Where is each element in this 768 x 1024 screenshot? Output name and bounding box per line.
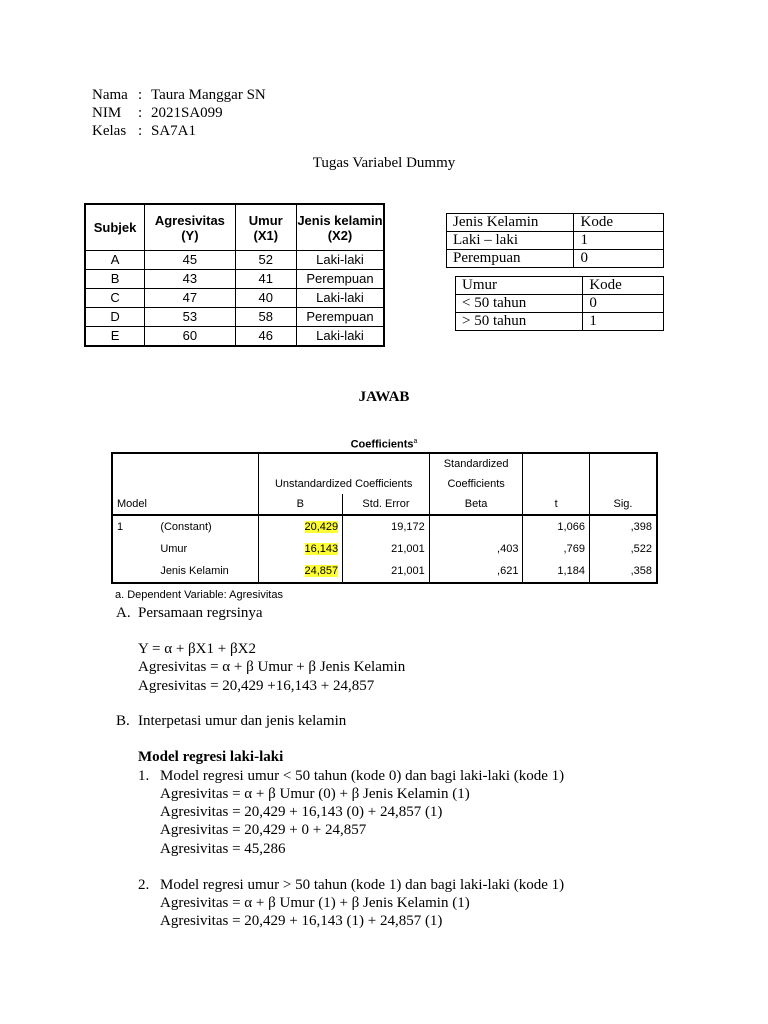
coefficients-footnote: a. Dependent Variable: Agresivitas [115, 589, 283, 601]
identity-sep: : [138, 87, 143, 103]
header-b: B [258, 494, 343, 515]
predictor-name: Jenis Kelamin [156, 560, 258, 583]
section-b-label: B. [116, 713, 130, 729]
table-cell: 1 [583, 313, 664, 331]
table-cell: Laki – laki [447, 232, 574, 250]
table-cell: E [85, 327, 145, 347]
column-header: Subjek [85, 204, 145, 251]
table-row [456, 313, 664, 331]
table-row [85, 308, 384, 327]
item-line: Agresivitas = α + β Umur (1) + β Jenis Kelamin (1) [160, 895, 470, 911]
model-number [112, 538, 156, 560]
age-code-table [455, 276, 664, 331]
table-row [112, 515, 657, 538]
table-cell: 46 [235, 327, 296, 347]
identity-nim-row [92, 104, 223, 122]
coef-std-error: 19,172 [343, 515, 430, 538]
table-cell: Kode [583, 277, 664, 295]
table-cell: 40 [235, 289, 296, 308]
table-row [85, 270, 384, 289]
section-b-title: Interpetasi umur dan jenis kelamin [138, 713, 347, 729]
coefficients-table [111, 452, 658, 584]
table-row [447, 250, 664, 268]
table-cell: 52 [235, 251, 296, 270]
coef-sig: ,522 [630, 543, 652, 555]
header-coefficients: Coefficients [429, 474, 523, 494]
table-cell: 43 [145, 270, 236, 289]
predictor-name: (Constant) [156, 515, 258, 538]
header-row-bottom [112, 494, 657, 515]
coef-t: ,769 [523, 538, 589, 560]
table-row [112, 538, 657, 560]
item-line: Agresivitas = 20,429 + 0 + 24,857 [160, 822, 367, 838]
document-title: Tugas Variabel Dummy [312, 155, 456, 171]
table-cell: 60 [145, 327, 236, 347]
table-row [447, 232, 664, 250]
table-cell: Laki-laki [296, 289, 384, 308]
table-cell: < 50 tahun [456, 295, 583, 313]
table-row [456, 277, 664, 295]
predictor-name: Umur [156, 538, 258, 560]
coef-t: 1,184 [523, 560, 589, 583]
header-std-error: Std. Error [343, 494, 430, 515]
coef-std-error: 21,001 [343, 560, 430, 583]
section-b-subheading: Model regresi laki-laki [138, 749, 284, 765]
answer-heading: JAWAB [358, 389, 410, 405]
header-beta: Beta [429, 494, 523, 515]
coef-beta: ,621 [429, 560, 523, 583]
data-table [84, 203, 385, 347]
gender-code-table [446, 213, 664, 268]
item-text: Model regresi umur > 50 tahun (kode 1) dan bagi laki-laki (kode 1) [160, 877, 565, 893]
header-row-top [112, 453, 657, 474]
table-row [85, 327, 384, 347]
table-cell: 41 [235, 270, 296, 289]
equation-line: Y = α + βX1 + βX2 [138, 641, 256, 657]
table-cell: 0 [583, 295, 664, 313]
identity-key: NIM [92, 105, 122, 121]
coef-std-error: 21,001 [343, 538, 430, 560]
table-cell: Umur [456, 277, 583, 295]
table-cell: Kode [574, 214, 664, 232]
item-line: Agresivitas = α + β Umur (0) + β Jenis Kelamin (1) [160, 786, 470, 802]
table-cell: Perempuan [447, 250, 574, 268]
table-row [85, 251, 384, 270]
model-number: 1 [117, 521, 124, 533]
coef-beta [429, 515, 523, 538]
column-header: Umur (X1) [235, 204, 296, 251]
table-cell: 58 [235, 308, 296, 327]
table-cell: Perempuan [296, 308, 384, 327]
column-header: Agresivitas (Y) [145, 204, 236, 251]
identity-value: SA7A1 [151, 123, 197, 139]
table-cell: B [85, 270, 145, 289]
header-standardized: Standardized [429, 453, 523, 474]
coefficients-title-text: Coefficients [350, 438, 414, 451]
item-number: 1. [138, 768, 150, 784]
table-cell: 47 [145, 289, 236, 308]
identity-sep: : [138, 123, 143, 139]
header-sig: Sig. [589, 494, 657, 515]
table-cell: Laki-laki [296, 327, 384, 347]
table-cell: Perempuan [296, 270, 384, 289]
coef-b-highlighted: 16,143 [304, 543, 339, 555]
item-line: Agresivitas = 20,429 + 16,143 (0) + 24,857 (1) [160, 804, 443, 820]
header-unstandardized: Unstandardized Coefficients [258, 474, 429, 494]
item-line: Agresivitas = 20,429 + 16,143 (1) + 24,857 (1) [160, 913, 443, 929]
header-t: t [523, 494, 589, 515]
identity-sep: : [138, 105, 143, 121]
table-cell: D [85, 308, 145, 327]
table-cell: C [85, 289, 145, 308]
table-row [85, 289, 384, 308]
identity-value: Taura Manggar SN [151, 87, 266, 103]
item-line: Agresivitas = 45,286 [160, 841, 286, 857]
equation-line: Agresivitas = 20,429 +16,143 + 24,857 [138, 678, 375, 694]
table-cell: A [85, 251, 145, 270]
equation-line: Agresivitas = α + β Umur + β Jenis Kelamin [138, 659, 406, 675]
identity-key: Nama [92, 87, 128, 103]
coefficients-title-sup: a [413, 438, 418, 445]
section-a-title: Persamaan regrsinya [138, 605, 263, 621]
table-cell: 0 [574, 250, 664, 268]
table-cell: Jenis Kelamin [447, 214, 574, 232]
header-row-mid [112, 474, 657, 494]
model-number [112, 560, 156, 583]
identity-name-row [92, 86, 266, 104]
identity-value: 2021SA099 [151, 105, 223, 121]
item-text: Model regresi umur < 50 tahun (kode 0) dan bagi laki-laki (kode 1) [160, 768, 565, 784]
table-row [112, 560, 657, 583]
column-header: Jenis kelamin (X2) [296, 204, 384, 251]
table-cell: 45 [145, 251, 236, 270]
table-row [456, 295, 664, 313]
coef-b-highlighted: 24,857 [304, 565, 339, 577]
coef-t: 1,066 [523, 515, 589, 538]
table-cell: > 50 tahun [456, 313, 583, 331]
coef-beta: ,403 [429, 538, 523, 560]
coef-sig: ,358 [630, 565, 652, 577]
header-model: Model [112, 494, 258, 515]
coefficients-title [0, 438, 768, 451]
identity-class-row [92, 122, 196, 140]
coef-b-highlighted: 20,429 [304, 521, 339, 533]
table-cell: Laki-laki [296, 251, 384, 270]
coef-sig: ,398 [630, 521, 652, 533]
table-cell: 1 [574, 232, 664, 250]
table-cell: 53 [145, 308, 236, 327]
section-a-label: A. [116, 605, 131, 621]
table-row [447, 214, 664, 232]
identity-key: Kelas [92, 123, 127, 139]
item-number: 2. [138, 877, 150, 893]
